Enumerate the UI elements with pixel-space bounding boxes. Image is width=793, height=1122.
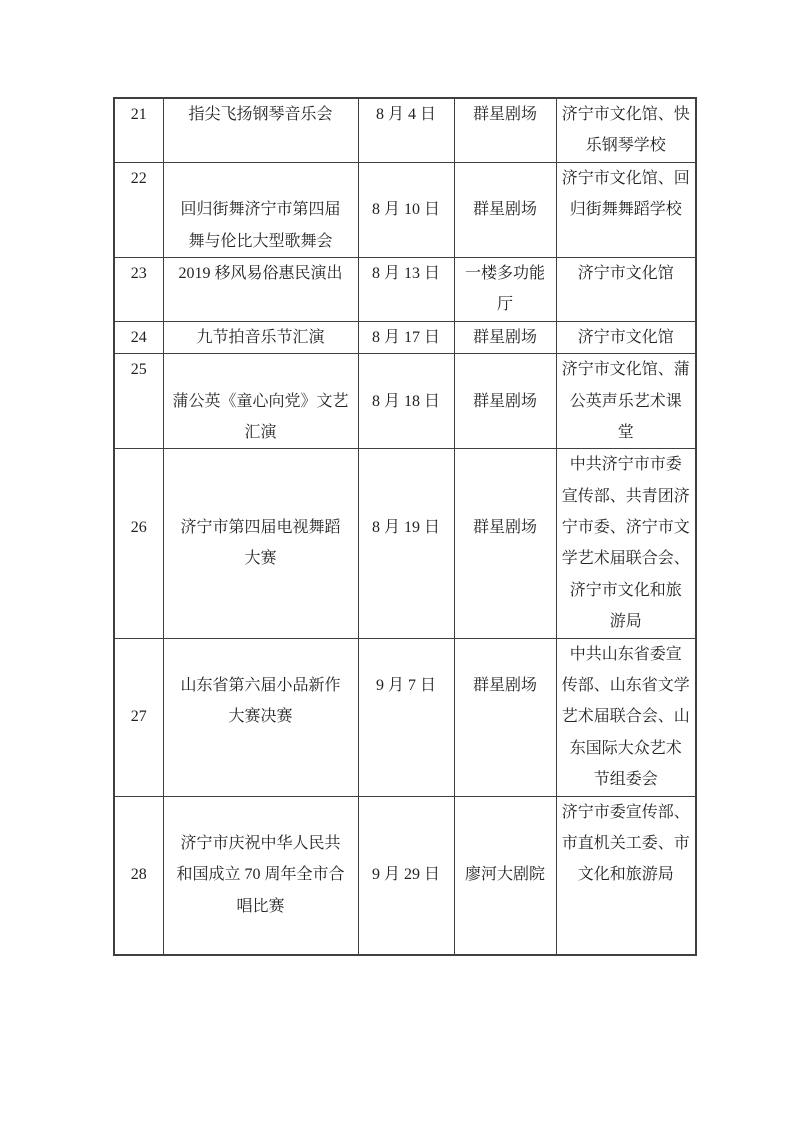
cell-line: 宁市委、济宁市文 [561, 519, 690, 537]
cell-line: 济宁市文化和旅 [569, 581, 682, 599]
cell-line: 25 [130, 361, 147, 379]
cell-num [114, 98, 163, 162]
cell-date [358, 162, 454, 257]
cell-line [115, 639, 163, 670]
cell-line: 济宁市文化馆、快 [561, 106, 690, 123]
cell-line [455, 354, 556, 385]
cell-line: 济宁市文化馆 [577, 328, 674, 346]
cell-line: 8 月 17 日 [371, 328, 440, 346]
cell-line [557, 891, 696, 922]
cell-line [164, 354, 358, 385]
cell-organizer [556, 257, 696, 321]
table-row [114, 257, 696, 321]
cell-event [163, 162, 358, 257]
cell-venue [454, 98, 556, 162]
cell-line: 厅 [496, 296, 513, 314]
cell-date [358, 354, 454, 449]
cell-line: 21 [130, 106, 147, 123]
cell-line: 中共山东省委宣 [569, 645, 682, 663]
cell-line: 2019 移风易俗惠民演出 [178, 264, 343, 282]
cell-line: 济宁市委宣传部、 [561, 803, 690, 821]
cell-line: 游局 [609, 613, 642, 631]
cell-line: 汇演 [244, 423, 277, 441]
cell-line [164, 481, 358, 512]
cell-line: 舞与伦比大型歌舞会 [188, 232, 333, 250]
cell-line [164, 639, 358, 670]
cell-line: 9 月 29 日 [371, 866, 440, 884]
cell-venue [454, 638, 556, 796]
cell-line [359, 354, 454, 385]
cell-num [114, 162, 163, 257]
cell-line: 群星剧场 [472, 677, 537, 695]
cell-venue [454, 796, 556, 954]
cell-line [359, 163, 454, 194]
cell-event [163, 257, 358, 321]
table-row [114, 162, 696, 257]
cell-event [163, 98, 358, 162]
cell-num [114, 796, 163, 954]
cell-line: 8 月 10 日 [371, 201, 440, 219]
cell-venue [454, 354, 556, 449]
cell-line: 文化和旅游局 [577, 866, 674, 884]
cell-date [358, 796, 454, 954]
cell-line: 24 [130, 328, 147, 346]
cell-line: 群星剧场 [472, 201, 537, 219]
cell-line: 8 月 19 日 [371, 519, 440, 537]
cell-line: 山东省第六届小品新作 [180, 677, 341, 695]
table-row [114, 321, 696, 353]
cell-line [115, 670, 163, 701]
cell-line [359, 639, 454, 670]
cell-line [164, 449, 358, 480]
cell-event [163, 354, 358, 449]
cell-line [455, 163, 556, 194]
cell-num [114, 257, 163, 321]
cell-organizer [556, 162, 696, 257]
cell-line: 27 [130, 708, 147, 726]
cell-line: 28 [130, 866, 147, 884]
events-table-body [114, 98, 696, 955]
cell-line: 济宁市第四届电视舞蹈 [180, 519, 341, 537]
cell-venue [454, 449, 556, 638]
cell-organizer [556, 354, 696, 449]
cell-num [114, 354, 163, 449]
cell-line [455, 639, 556, 670]
cell-line: 九节拍音乐节汇演 [196, 328, 325, 346]
cell-line: 蒲公英《童心向党》文艺 [172, 392, 349, 410]
cell-line: 中共济宁市市委 [569, 456, 682, 474]
cell-event [163, 321, 358, 353]
cell-num [114, 638, 163, 796]
cell-line [455, 481, 556, 512]
cell-line [359, 828, 454, 859]
cell-line: 9 月 7 日 [375, 677, 436, 695]
cell-line: 市直机关工委、市 [561, 834, 690, 852]
cell-line: 大赛 [244, 550, 277, 568]
cell-line: 学艺术届联合会、 [561, 550, 690, 568]
cell-line: 宣传部、共青团济 [561, 487, 690, 505]
cell-line: 大赛决赛 [228, 708, 293, 726]
cell-line [164, 163, 358, 194]
cell-line: 23 [130, 264, 147, 282]
cell-line: 群星剧场 [472, 519, 537, 537]
cell-line [359, 481, 454, 512]
cell-line [557, 922, 696, 953]
cell-line [455, 797, 556, 828]
cell-line: 传部、山东省文学 [561, 677, 690, 695]
cell-line: 东国际大众艺术 [569, 739, 682, 757]
cell-venue [454, 257, 556, 321]
cell-organizer [556, 449, 696, 638]
cell-line [115, 797, 163, 828]
cell-line: 指尖飞扬钢琴音乐会 [188, 106, 333, 123]
events-table [113, 97, 697, 956]
cell-date [358, 638, 454, 796]
cell-num [114, 321, 163, 353]
cell-line [164, 797, 358, 828]
cell-date [358, 257, 454, 321]
cell-line: 廖河大剧院 [464, 866, 545, 884]
table-row [114, 354, 696, 449]
cell-line: 堂 [617, 423, 634, 441]
cell-date [358, 449, 454, 638]
cell-organizer [556, 321, 696, 353]
cell-line: 群星剧场 [472, 106, 537, 123]
cell-line: 回归街舞济宁市第四届 [180, 201, 341, 219]
cell-line [359, 449, 454, 480]
cell-event [163, 449, 358, 638]
cell-line [115, 481, 163, 512]
cell-line: 群星剧场 [472, 328, 537, 346]
table-row [114, 638, 696, 796]
cell-line: 济宁市文化馆 [577, 264, 674, 282]
cell-line [455, 828, 556, 859]
cell-event [163, 638, 358, 796]
cell-line: 唱比赛 [236, 897, 285, 915]
cell-line: 8 月 18 日 [371, 392, 440, 410]
cell-line: 群星剧场 [472, 392, 537, 410]
cell-line: 济宁市文化馆、回 [561, 169, 690, 187]
cell-date [358, 98, 454, 162]
table-row [114, 796, 696, 954]
cell-line: 公英声乐艺术课 [569, 392, 682, 410]
cell-line [115, 828, 163, 859]
table-row [114, 98, 696, 162]
cell-organizer [556, 796, 696, 954]
cell-line: 节组委会 [593, 771, 658, 789]
cell-organizer [556, 638, 696, 796]
cell-line: 8 月 4 日 [375, 106, 436, 123]
cell-organizer [556, 98, 696, 162]
cell-line: 乐钢琴学校 [585, 137, 666, 155]
cell-line [359, 797, 454, 828]
cell-line: 22 [130, 169, 147, 187]
cell-date [358, 321, 454, 353]
table-row [114, 449, 696, 638]
cell-line: 艺术届联合会、山 [561, 708, 690, 726]
cell-line: 8 月 13 日 [371, 264, 440, 282]
cell-line [455, 449, 556, 480]
cell-event [163, 796, 358, 954]
cell-venue [454, 162, 556, 257]
cell-line: 26 [130, 519, 147, 537]
cell-num [114, 449, 163, 638]
cell-line: 济宁市文化馆、蒲 [561, 361, 690, 379]
cell-venue [454, 321, 556, 353]
cell-line: 一楼多功能 [464, 264, 545, 282]
cell-line: 和国成立 70 周年全市合 [176, 866, 345, 884]
cell-line [115, 449, 163, 480]
cell-line: 归街舞舞蹈学校 [569, 201, 682, 219]
cell-line: 济宁市庆祝中华人民共 [180, 834, 341, 852]
